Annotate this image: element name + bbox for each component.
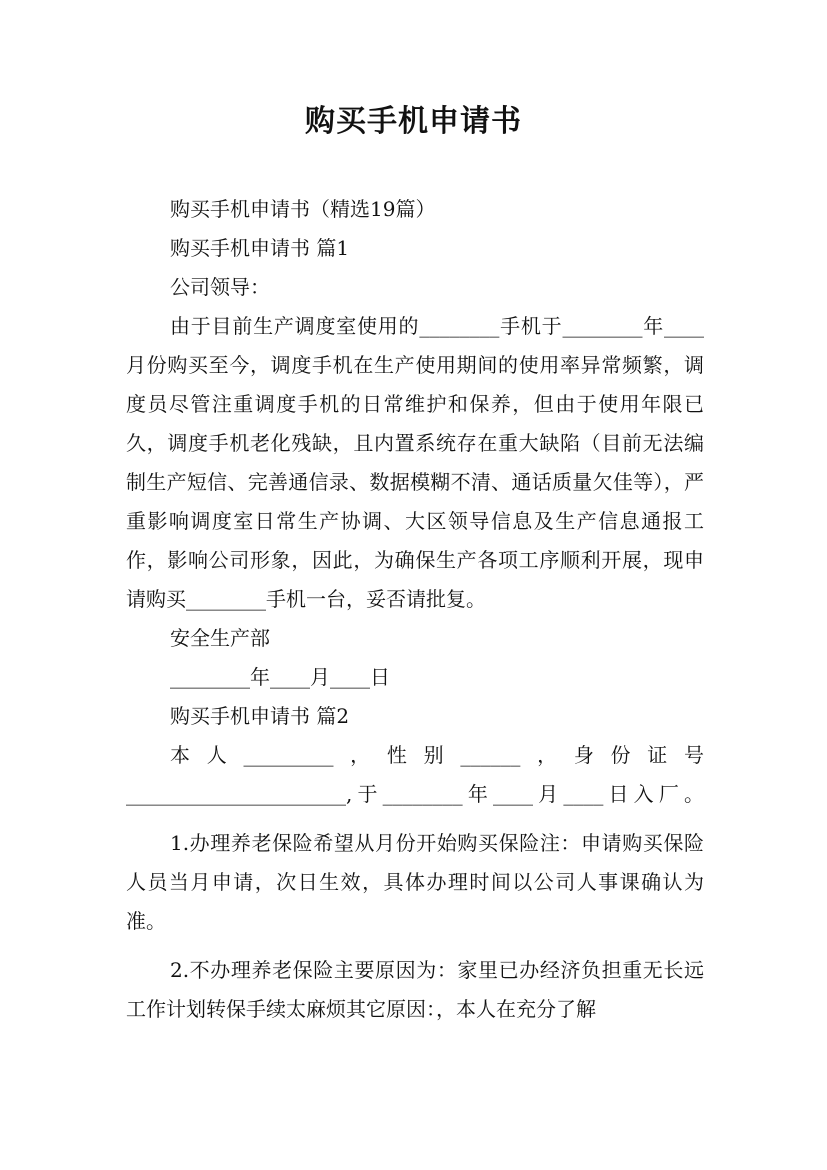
section-heading-2: 购买手机申请书 篇2 — [170, 704, 350, 728]
salutation: 公司领导： — [170, 275, 270, 299]
collection-heading: 购买手机申请书（精选19篇） — [170, 197, 436, 221]
document-body — [126, 190, 704, 1029]
department-signature: 安全生产部 — [170, 626, 270, 650]
document-title: 购买手机申请书 — [305, 104, 522, 139]
insurance-item-2: 2.不办理养老保险主要原因为：家里已办经济负担重无长远工作计划转保手续太麻烦其它原因：，本人在充分了解 — [126, 958, 704, 1021]
request-paragraph: 由于目前生产调度室使用的________手机于________年____月份购买至今，调度手机在生产使用期间的使用率异常频繁，调度员尽管注重调度手机的日常维护和保养，但由于使用年限已久，调度手机老化残缺，且内置系统存在重大缺陷（目前无法编制生产短信、完善通信录、数据模糊不清、通话质量欠佳等），严重影响调度室日常生产协调、大区领导信息及生产信息通报工作，影响公司形象，因此，为确保生产各项工序顺利开展，现申请购买________手机一台，妥否请批复。 — [126, 314, 704, 611]
insurance-item-1: 1.办理养老保险希望从月份开始购买保险注：申请购买保险人员当月申请，次日生效，具体办理时间以公司人事课确认为准。 — [126, 831, 704, 933]
section-heading-1: 购买手机申请书 篇1 — [170, 236, 350, 260]
date-line: ________年____月____日 — [170, 665, 390, 689]
personal-info-paragraph: 本人_________，性别______，身份证号______________________,于________年____月____日入厂。 — [126, 743, 704, 806]
